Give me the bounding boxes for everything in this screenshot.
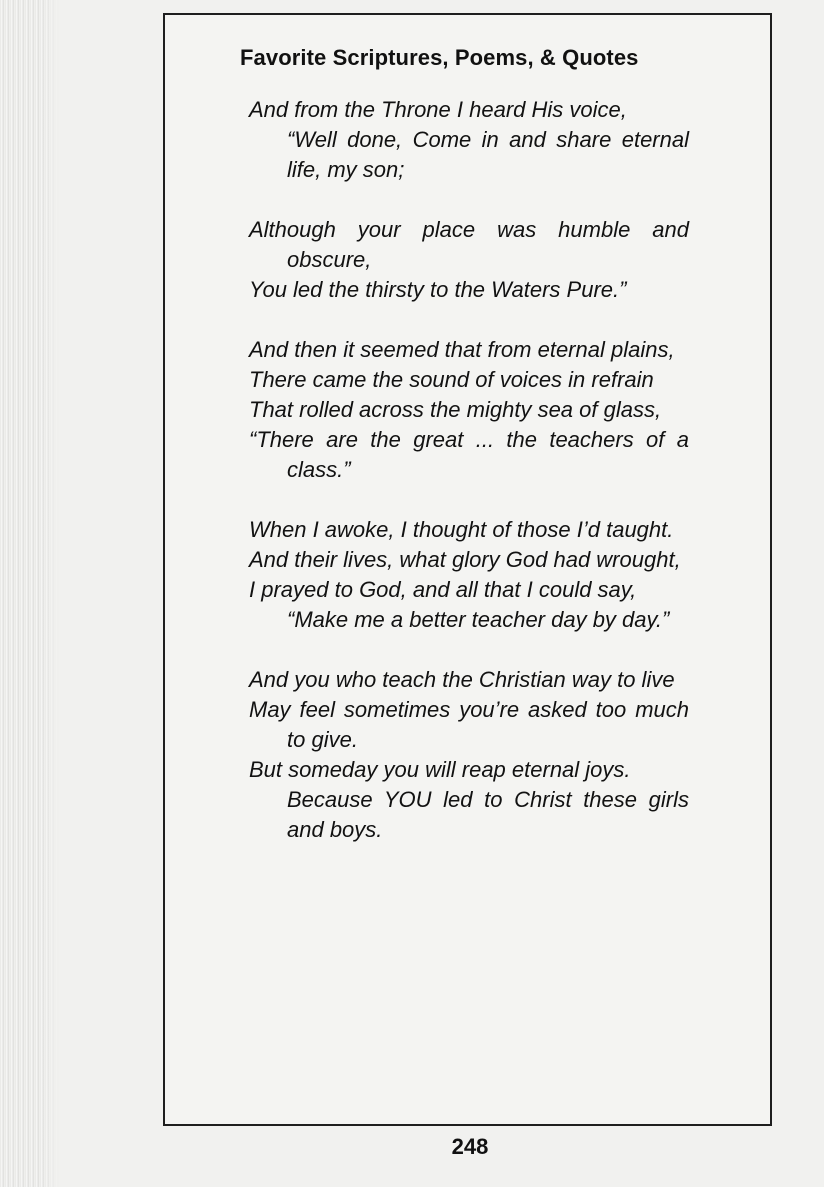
- stanza: [249, 665, 689, 845]
- poem-line: Although your place was humble and obscure,: [249, 217, 689, 272]
- poem-line: “Well done, Come in and share eternal life, my son;: [287, 127, 689, 182]
- page-frame: [163, 13, 772, 1126]
- poem-line: That rolled across the mighty sea of glass,: [249, 397, 662, 422]
- stanza: [249, 95, 689, 185]
- poem-line: I prayed to God, and all that I could say,: [249, 577, 637, 602]
- stanza: [249, 335, 689, 485]
- poem-line: And from the Throne I heard His voice,: [249, 97, 627, 122]
- poem-line: When I awoke, I thought of those I’d taught.: [249, 517, 674, 542]
- page-number: 248: [451, 1134, 489, 1159]
- page-edges: [0, 0, 60, 1187]
- poem-line: “Make me a better teacher day by day.”: [287, 607, 670, 632]
- poem-line: Because YOU led to Christ these girls and boys.: [287, 787, 689, 842]
- poem-line: There came the sound of voices in refrain: [249, 367, 654, 392]
- stanza: [249, 515, 689, 635]
- poem-line: You led the thirsty to the Waters Pure.”: [249, 277, 627, 302]
- poem: [249, 95, 689, 875]
- stanza: [249, 215, 689, 305]
- poem-line: And then it seemed that from eternal plains,: [249, 337, 675, 362]
- poem-line: “There are the great ... the teachers of a class.”: [249, 427, 689, 482]
- poem-line: But someday you will reap eternal joys.: [249, 757, 631, 782]
- poem-line: And you who teach the Christian way to live: [249, 667, 675, 692]
- page-title: Favorite Scriptures, Poems, & Quotes: [240, 45, 639, 70]
- poem-line: And their lives, what glory God had wrought,: [249, 547, 681, 572]
- poem-line: May feel sometimes you’re asked too much to give.: [249, 697, 689, 752]
